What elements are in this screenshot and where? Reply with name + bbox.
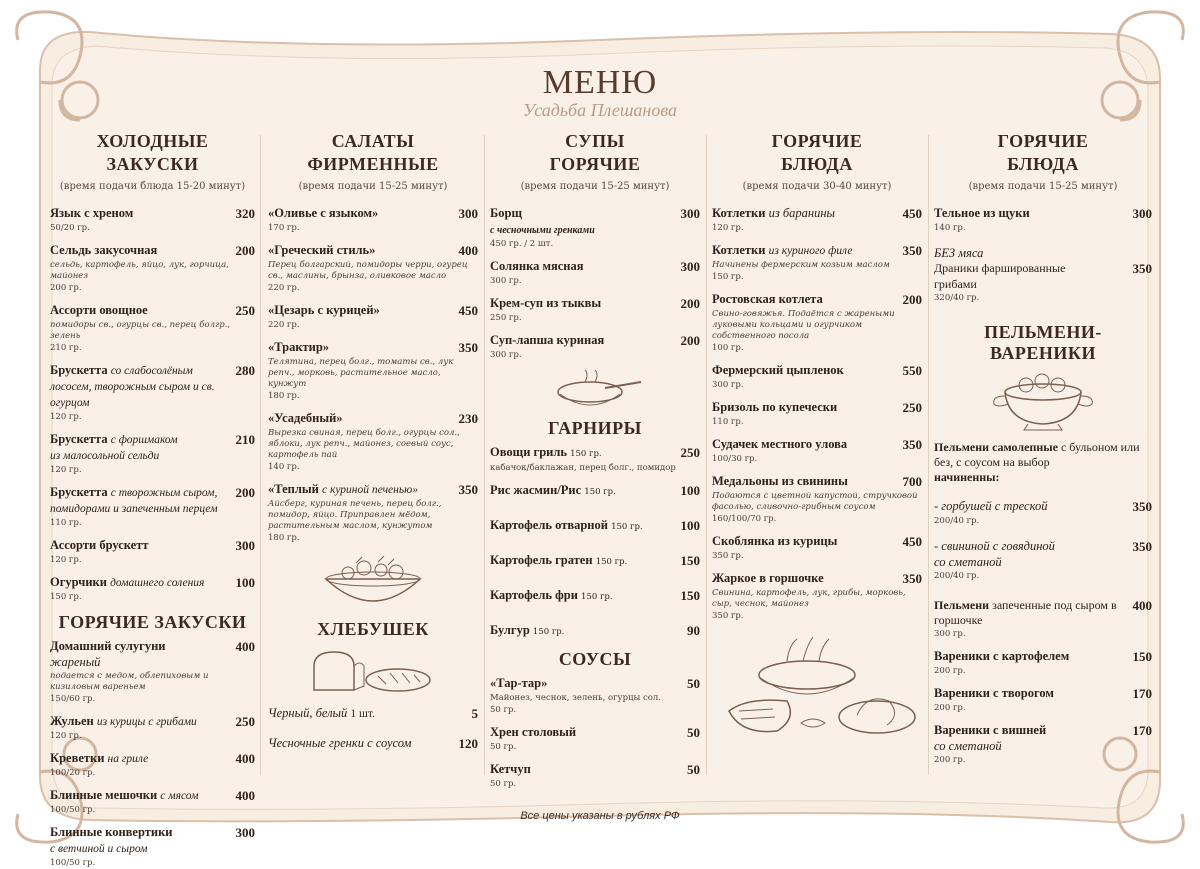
menu-item: Суп-лапша куриная 200 300 гр. [490, 333, 700, 360]
serve-time: (время подачи 15-25 минут) [520, 181, 670, 192]
menu-item: Язык с хреном 320 50/20 гр. [50, 206, 255, 233]
menu-item: Булгур 150 гр. 90 [490, 623, 700, 638]
bread-sketch-icon [308, 646, 438, 696]
menu-item: - горбушей с треской 350 200/40 гр. [934, 499, 1152, 526]
menu-item: Медальоны из свинины 700 Подаются с цветной капустой, стручковой фасолью, сливочно-грибным соусом 160/100/70 гр. [712, 474, 922, 524]
column-cold-snacks [50, 130, 255, 868]
menu-item: Котлетки из баранины 450 120 гр. [712, 206, 922, 233]
section-title: ГОРЯЧИЕ БЛЮДА [997, 131, 1089, 174]
menu-item: Вареники с творогом 170 200 гр. [934, 686, 1152, 713]
column-divider [260, 135, 261, 775]
menu-item: «Теплый с куриной печенью» 350 Айсберг, куриная печень, перец болг., помидор, яйцо. Приправлен мёдом, растительным маслом, кунжутом 180 гр. [268, 482, 478, 543]
menu-title: МЕНЮ [542, 64, 658, 101]
menu-item: Огурчики домашнего соления 100 150 гр. [50, 575, 255, 602]
menu-item: Картофель отварной 150 гр. 100 [490, 518, 700, 533]
section-title: ХЛЕБУШЕК [317, 619, 429, 639]
menu-item: Брускетта со слабосолёным 280 лососем, творожным сыром и св. огурцом 120 гр. [50, 363, 255, 422]
serve-time: (время подачи блюда 15-20 минут) [59, 181, 246, 192]
column-hot-dishes-2 [934, 130, 1152, 780]
menu-item: Бризоль по купечески 250 110 гр. [712, 400, 922, 427]
section-title: САЛАТЫ ФИРМЕННЫЕ [307, 131, 439, 174]
menu-item: Кетчуп 50 50 гр. [490, 762, 700, 789]
soup-bowl-sketch-icon [545, 370, 645, 412]
menu-item: Пельмени запеченные под сыром в горшочке 400 300 гр. [934, 598, 1152, 639]
menu-item: Брускетта с форшмаком 210 из малосольной сельди 120 гр. [50, 432, 255, 475]
menu-item: «Усадебный» 230 Вырезка свиная, перец болг., огурцы сол., яблоки, лук репч., майонез, соевый соус, картофель пай 140 гр. [268, 411, 478, 472]
menu-item: Скоблянка из курицы 450 350 гр. [712, 534, 922, 561]
section-title: ГАРНИРЫ [548, 418, 642, 438]
menu-item: Борщ 300 с чесночными гренками 450 гр. / 2 шт. [490, 206, 700, 249]
menu-item: «Греческий стиль» 400 Перец болгарский, помидоры черри, огурец св., маслины, брынза, оливковое масло 220 гр. [268, 243, 478, 293]
section-title: ГОРЯЧИЕ ЗАКУСКИ [58, 612, 247, 632]
roast-dishes-sketch-icon [717, 631, 917, 741]
serve-time: (время подачи 15-25 минут) [298, 181, 448, 192]
menu-item: «Трактир» 350 Телятина, перец болг., томаты св., лук репч., морковь, растительное масло, кунжут 180 гр. [268, 340, 478, 401]
section-title: ГОРЯЧИЕ БЛЮДА [771, 131, 863, 174]
menu-item: «Тар-тар» 50 Майонез, чеснок, зелень, огурцы сол. 50 гр. [490, 676, 700, 715]
serve-time: (время подачи 15-25 минут) [968, 181, 1118, 192]
column-divider [928, 135, 929, 775]
menu-item: «Оливье с языком» 300 170 гр. [268, 206, 478, 233]
menu-item: Сельдь закусочная 200 сельдь, картофель, яйцо, лук, горчица, майонез 200 гр. [50, 243, 255, 293]
menu-item: Овощи гриль 150 гр. 250 кабачок/баклажан, перец болг., помидор [490, 445, 700, 473]
menu-item: Картофель гратен 150 гр. 150 [490, 553, 700, 568]
menu-item: Домашний сулугуни 400 жареный подается с медом, облепиховым и кизиловым вареньем 150/60 гр. [50, 639, 255, 704]
menu-item: БЕЗ мяса Драники фаршированные 350 грибами 320/40 гр. [934, 246, 1152, 303]
menu-subtitle: Усадьба Плешанова [522, 100, 678, 120]
menu-item: Вареники с вишней 170 со сметаной 200 гр. [934, 723, 1152, 765]
dumplings-pot-sketch-icon [988, 370, 1098, 432]
menu-item: Вареники с картофелем 150 200 гр. [934, 649, 1152, 676]
menu-item: Блинные мешочки с мясом 400 100/50 гр. [50, 788, 255, 815]
menu-item: - свининой с говядиной 350 со сметаной 200/40 гр. [934, 539, 1152, 581]
menu-item: Жульен из курицы с грибами 250 120 гр. [50, 714, 255, 741]
column-hot-dishes-1 [712, 130, 922, 780]
menu-item: Ассорти овощное 250 помидоры св., огурцы св., перец болгр., зелень 210 гр. [50, 303, 255, 353]
column-divider [484, 135, 485, 775]
section-title: СОУСЫ [558, 649, 632, 669]
menu-item: Хрен столовый 50 50 гр. [490, 725, 700, 752]
menu-item: Фермерский цыпленок 550 300 гр. [712, 363, 922, 390]
serve-time: (время подачи 30-40 минут) [742, 181, 892, 192]
menu-item: Котлетки из куриного филе 350 Начинены фермерским козьим маслом 150 гр. [712, 243, 922, 282]
section-title: СУПЫ ГОРЯЧИЕ [549, 131, 641, 174]
menu-item: Солянка мясная 300 300 гр. [490, 259, 700, 286]
menu-item: Ростовская котлета 200 Свино-говяжья. Подаётся с жареными луковыми кольцами и огурчиком собственного посола 100 гр. [712, 292, 922, 353]
menu-item: Рис жасмин/Рис 150 гр. 100 [490, 483, 700, 498]
column-divider [706, 135, 707, 775]
menu-item: Брускетта с творожным сыром, 200 помидорами и запеченным перцем 110 гр. [50, 485, 255, 528]
column-soups [490, 130, 700, 789]
menu-item: Картофель фри 150 гр. 150 [490, 588, 700, 603]
section-title: ХОЛОДНЫЕ ЗАКУСКИ [96, 131, 209, 174]
menu-item: Черный, белый 1 шт. 5 [268, 706, 478, 721]
dumplings-intro: Пельмени самолепные с бульоном или без, с соусом на выбор начиненны: [934, 440, 1140, 484]
section-title: ПЕЛЬМЕНИ-ВАРЕНИКИ [984, 322, 1102, 363]
salad-bowl-sketch-icon [318, 553, 428, 613]
menu-item: Тельное из щуки 300 140 гр. [934, 206, 1152, 233]
menu-item: Ассорти брускетт 300 120 гр. [50, 538, 255, 565]
price-footnote: Все цены указаны в рублях РФ [520, 810, 680, 822]
menu-item: Чесночные гренки с соусом 120 [268, 736, 478, 751]
menu-item: Крем-суп из тыквы 200 250 гр. [490, 296, 700, 323]
menu-item: Креветки на гриле 400 100/20 гр. [50, 751, 255, 778]
menu-item: «Цезарь с курицей» 450 220 гр. [268, 303, 478, 330]
column-salads [268, 130, 478, 780]
menu-item: Блинные конвертики 300 с ветчиной и сыром 100/50 гр. [50, 825, 255, 868]
menu-item: Судачек местного улова 350 100/30 гр. [712, 437, 922, 464]
menu-item: Жаркое в горшочке 350 Свинина, картофель, лук, грибы, морковь, сыр, чеснок, майонез 350 гр. [712, 571, 922, 621]
